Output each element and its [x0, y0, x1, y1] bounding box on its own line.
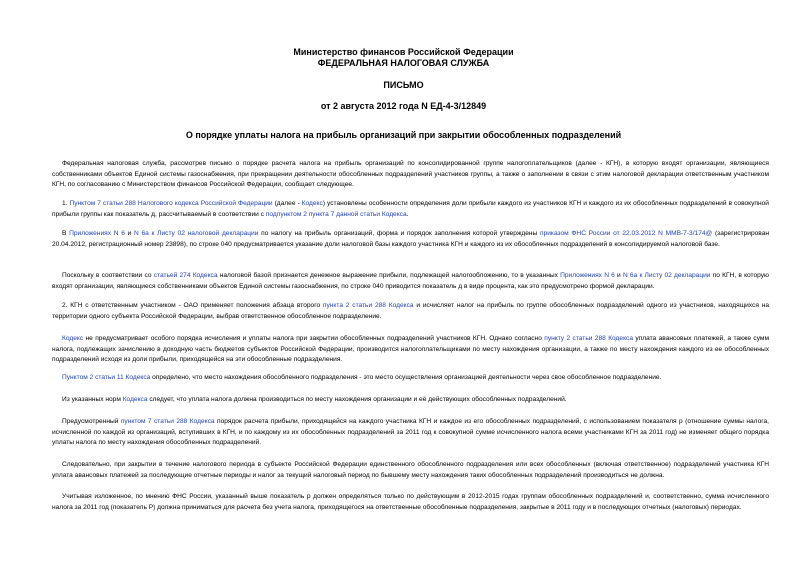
paragraph-text: порядок расчета прибыли, приходящейся на каждого участника КГН и каждое из его обособленных подразделений, с использованием показателя p (отношение суммы налога, исчисленной по каждой из организаций, вступивших в КГН, и по каждому из их обособленных подразделений за 2011 год к совокупной сумме исчисленного налога всеми участниками КГН за 2011 год) не изменяет общего порядка уплаты налога по месту нахождения обособленных подразделений. [52, 418, 769, 446]
paragraph [52, 373, 769, 384]
paragraph [52, 271, 769, 292]
paragraph [52, 199, 769, 220]
law-reference-link[interactable]: Пунктом 7 статьи 288 Налогового кодекса Российской Федерации [69, 200, 273, 207]
paragraph-text: Следовательно, при закрытии в течение налогового периода в субъекте Российской Федерации единственного обособленного подразделения или всех обособленных (включая ответственное) подразделений участника КГН уплата авансовых платежей за последующие отчетные периоды и налог за текущий налоговый период по бывшему месту нахождения таких обособленных подразделений производиться не должна. [52, 461, 769, 479]
paragraph-text: (далее - [272, 200, 302, 207]
law-reference-link[interactable]: Кодекс [301, 200, 323, 207]
law-reference-link[interactable]: подпунктом 2 пункта 7 данной статьи Кодекса [265, 210, 407, 218]
paragraph [52, 334, 769, 366]
paragraph-text: (зарегистрирован 20.04.2012, регистрационный номер 23898), по строке 040 предусматривается указание доли налоговой базы каждого участника КГН и каждого из их обособленных подразделений в консолидируемой налоговой базе. [52, 230, 770, 248]
law-reference-link[interactable]: Пунктом 2 статьи 11 Кодекса [62, 374, 151, 381]
paragraph-text: ) установлены особенности определения доли прибыли каждого из участников КГН и каждого из их обособленных подразделений в совокупной прибыли группы как показатель д, рассчитываемый в соответствии с [52, 200, 769, 218]
ministry-name: Министерство финансов Российской Федерации [293, 47, 514, 57]
paragraph-text: налоговой базой признается денежное выражение прибыли, подлежащей налогообложению, то в указанных [217, 272, 561, 279]
paragraph-text: 2. КГН с ответственным участником - ОАО применяет положения абзаца второго [62, 302, 323, 309]
paragraph-text: Поскольку в соответствии со [62, 272, 154, 279]
document-header [0, 47, 807, 69]
paragraph [52, 460, 769, 481]
law-reference-link[interactable]: N 6а к Листу 02 декларации [622, 272, 711, 279]
paragraph [52, 301, 769, 322]
paragraph-text: уплата авансовых платежей, а также сумм налога, подлежащих зачислению в доходную часть бюджетов субъектов Российской Федерации, производится налогоплательщиками по месту нахождения организации, а также по месту нахождения каждого из ее обособленных подразделений исходя из доли прибыли, приходящейся на эти обособленные подразделения. [52, 335, 769, 363]
document-type: ПИСЬМО [383, 80, 424, 90]
paragraph-text: и [124, 230, 135, 237]
paragraph-text: и [614, 272, 623, 279]
law-reference-link[interactable]: N 6а к Листу 02 налоговой декларации [134, 230, 259, 237]
paragraph-text: Учитывая изложенное, по мнению ФНС России, указанный выше показатель p должен определяться только по действующим в 2012-2015 годах группам обособленных подразделений и, соответственно, сумма исчисленного налога за 2011 год (показатель P) должна приниматься для расчета без учета налога, приходящегося на ответственные обособленные подразделения, закрытые в 2011 году и в последующих отчетных (налоговых) периодах. [52, 493, 769, 511]
paragraph [52, 159, 769, 191]
law-reference-link[interactable]: пункта 2 статьи 288 Кодекса [322, 302, 414, 309]
law-reference-link[interactable]: пункту 2 статьи 288 Кодекса [544, 335, 633, 342]
law-reference-link[interactable]: Приложениях N 6 [560, 272, 615, 279]
service-name: ФЕДЕРАЛЬНАЯ НАЛОГОВАЯ СЛУЖБА [317, 58, 490, 68]
paragraph [52, 229, 769, 250]
paragraph-text: Федеральная налоговая служба, рассмотрев письмо о порядке расчета налога на прибыль организаций по консолидированной группе налогоплательщиков (далее - КГН), в которую входят организации, являющиеся собственниками объектов Единой системы газоснабжения, при прекращении деятельности обособленных подразделений участников группы, а также о заполнении в связи с этим налоговой декларации ответственным участником КГН, по согласованию с Министерством финансов Российской Федерации, сообщает следующее. [52, 160, 769, 188]
paragraph-text: не предусматривает особого порядка исчисления и уплаты налога при закрытии обособленных подразделений участников КГН. Однако согласно [83, 335, 545, 342]
paragraph-text: по КГН, в которую входят организации, являющиеся собственниками объектов Единой системы газоснабжения, по строке 040 приводится показатель д в виде процента, как это предусмотрено формой декларации. [52, 272, 769, 290]
paragraph [52, 492, 769, 513]
paragraph [52, 417, 769, 449]
paragraph-text: определено, что место нахождения обособленного подразделения - это место осуществления организацией деятельности через свое обособленное подразделение. [150, 374, 662, 381]
paragraph [52, 395, 769, 406]
law-reference-link[interactable]: пунктом 7 статьи 288 Кодекса [120, 418, 215, 425]
law-reference-link[interactable]: Кодекса [122, 396, 148, 403]
law-reference-link[interactable]: приказом ФНС России от 22.03.2012 N ММВ-7-3/174@ [540, 230, 713, 237]
paragraph-text: . [406, 210, 409, 218]
paragraph-text: 1. [62, 200, 70, 207]
paragraph-text: В [62, 230, 70, 237]
law-reference-link[interactable]: статьей 274 Кодекса [153, 272, 218, 279]
paragraph-text: Из указанных норм [62, 396, 123, 403]
law-reference-link[interactable]: Приложениях N 6 [69, 230, 125, 237]
paragraph-text: по налогу на прибыль организаций, форма и порядок заполнения которой утверждены [258, 230, 540, 237]
paragraph-text: Предусмотренный [62, 418, 121, 425]
paragraph-text: следует, что уплата налога должна производиться по месту нахождения организации и её действующих обособленных подразделений. [147, 396, 567, 403]
document-date-number: от 2 августа 2012 года N ЕД-4-3/12849 [320, 101, 487, 111]
paragraph-text: и исчисляет налог на прибыль по группе обособленных подразделений одного из участников, находящихся на территории одного субъекта Российской Федерации, выбрав ответственное обособленное подразделение. [52, 302, 769, 320]
law-reference-link[interactable]: Кодекс [62, 335, 84, 342]
document-title: О порядке уплаты налога на прибыль организаций при закрытии обособленных подразделений [185, 130, 622, 140]
